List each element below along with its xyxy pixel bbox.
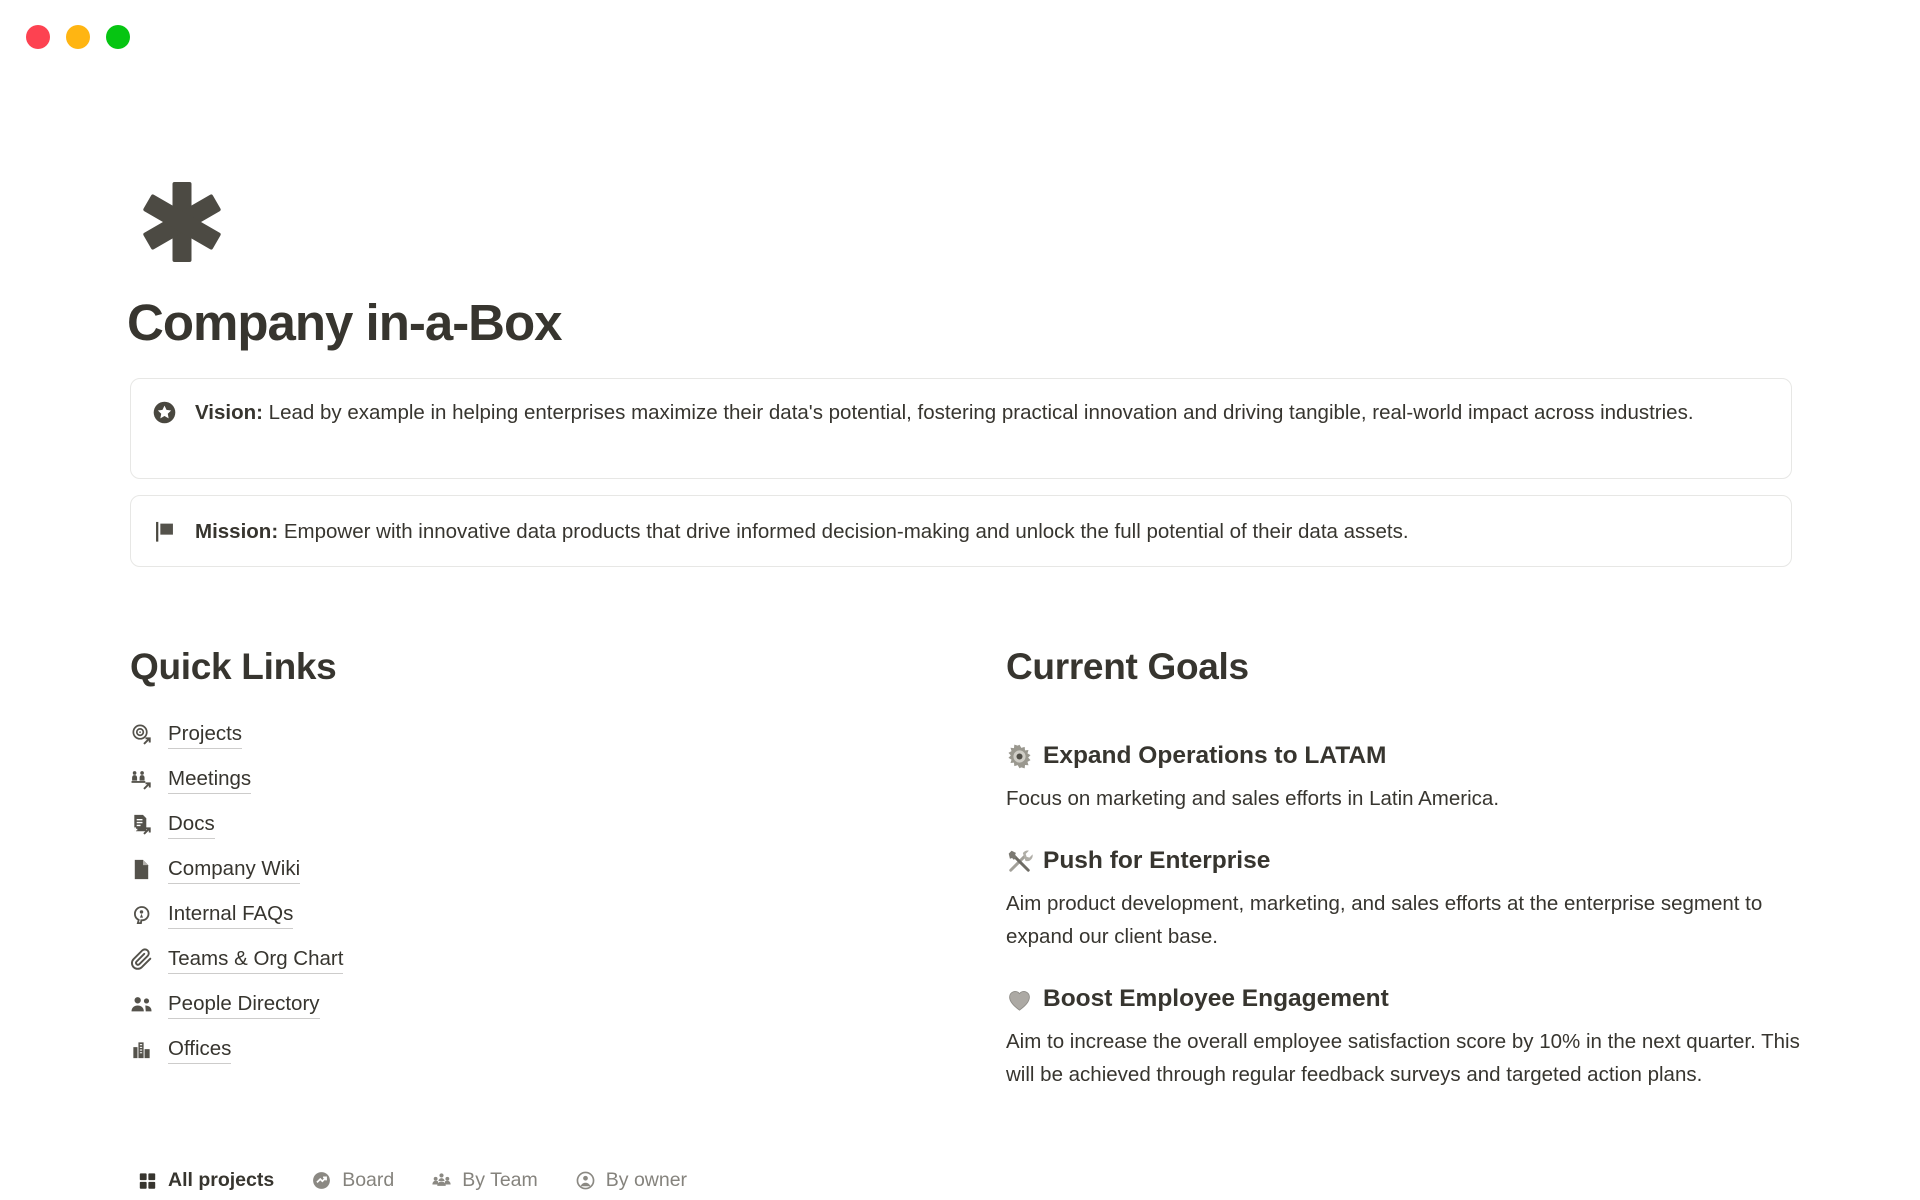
tools-icon [1006,848,1033,875]
quick-links-list [130,712,970,1072]
people-icon [130,993,153,1016]
quick-link-offices[interactable] [130,1027,970,1072]
goal-description[interactable]: Focus on marketing and sales efforts in Latin America. [1006,787,1500,810]
tab-by-owner[interactable] [575,1169,687,1192]
quick-links-section [130,645,970,1072]
building-icon [130,1038,153,1061]
vision-callout [130,378,1792,479]
quick-links-heading[interactable]: Quick Links [130,646,337,687]
database-view-tabs [137,1169,687,1192]
quick-link-projects[interactable] [130,712,970,757]
quick-link-label: Offices [168,1036,231,1064]
owner-icon [575,1170,596,1191]
goal-push-enterprise[interactable] [1006,845,1826,877]
tab-by-team[interactable] [431,1169,538,1192]
quick-link-label: Company Wiki [168,856,300,884]
mission-label: Mission: [195,519,279,543]
quick-link-label: Docs [168,811,215,839]
page-title[interactable]: Company in-a-Box [127,294,562,351]
current-goals-section [1006,645,1826,1091]
mission-text[interactable] [195,515,1409,548]
goal-expand-latam[interactable] [1006,740,1826,772]
goal-description[interactable]: Aim product development, marketing, and sales efforts at the enterprise segment to expand our client base. [1006,892,1763,948]
tab-board[interactable] [311,1169,394,1192]
quick-link-label: Projects [168,721,242,749]
meeting-link-icon [130,768,153,791]
quick-link-label: Internal FAQs [168,901,293,929]
quick-link-docs[interactable] [130,802,970,847]
goal-title-text: Expand Operations to LATAM [1043,742,1387,769]
goal-title-text: Push for Enterprise [1043,847,1271,874]
star-circle-icon [151,399,178,426]
board-icon [311,1170,332,1191]
flag-icon [151,518,178,545]
vision-text[interactable] [195,396,1694,461]
quick-link-label: Teams & Org Chart [168,946,343,974]
quick-link-teams-org-chart[interactable] [130,937,970,982]
tab-label: By owner [605,1169,688,1191]
page-icon [130,858,153,881]
vision-body: Lead by example in helping enterprises maximize their data's potential, fostering practical innovation and driving tangible, real-world impact across industries. [268,401,1694,424]
zoom-button[interactable] [106,25,130,49]
minimize-button[interactable] [66,25,90,49]
quick-link-people-directory[interactable] [130,982,970,1027]
person-head-icon [130,903,153,926]
grid-icon [137,1170,158,1191]
quick-link-company-wiki[interactable] [130,847,970,892]
tab-label: By Team [462,1169,538,1191]
gear-icon [1006,743,1033,770]
vision-label: Vision: [195,401,263,424]
asterisk-icon[interactable] [140,180,224,264]
document-link-icon [130,813,153,836]
paperclip-icon [130,948,153,971]
team-icon [431,1170,452,1191]
heart-icon [1006,986,1033,1013]
quick-link-label: People Directory [168,991,320,1019]
quick-link-label: Meetings [168,766,251,794]
tab-label: All projects [168,1169,275,1191]
tab-label: Board [342,1169,395,1191]
mission-body: Empower with innovative data products that drive informed decision-making and unlock the full potential of their data assets. [283,519,1409,543]
mission-callout [130,495,1792,567]
goal-description[interactable]: Aim to increase the overall employee satisfaction score by 10% in the next quarter. This will be achieved through regular feedback surveys and targeted action plans. [1006,1030,1800,1086]
goal-boost-engagement[interactable] [1006,983,1826,1015]
tab-all-projects[interactable] [137,1169,274,1192]
window-controls [26,25,130,49]
quick-link-internal-faqs[interactable] [130,892,970,937]
quick-link-meetings[interactable] [130,757,970,802]
goal-title-text: Boost Employee Engagement [1043,985,1389,1012]
target-link-icon [130,723,153,746]
current-goals-heading[interactable]: Current Goals [1006,646,1249,687]
close-button[interactable] [26,25,50,49]
